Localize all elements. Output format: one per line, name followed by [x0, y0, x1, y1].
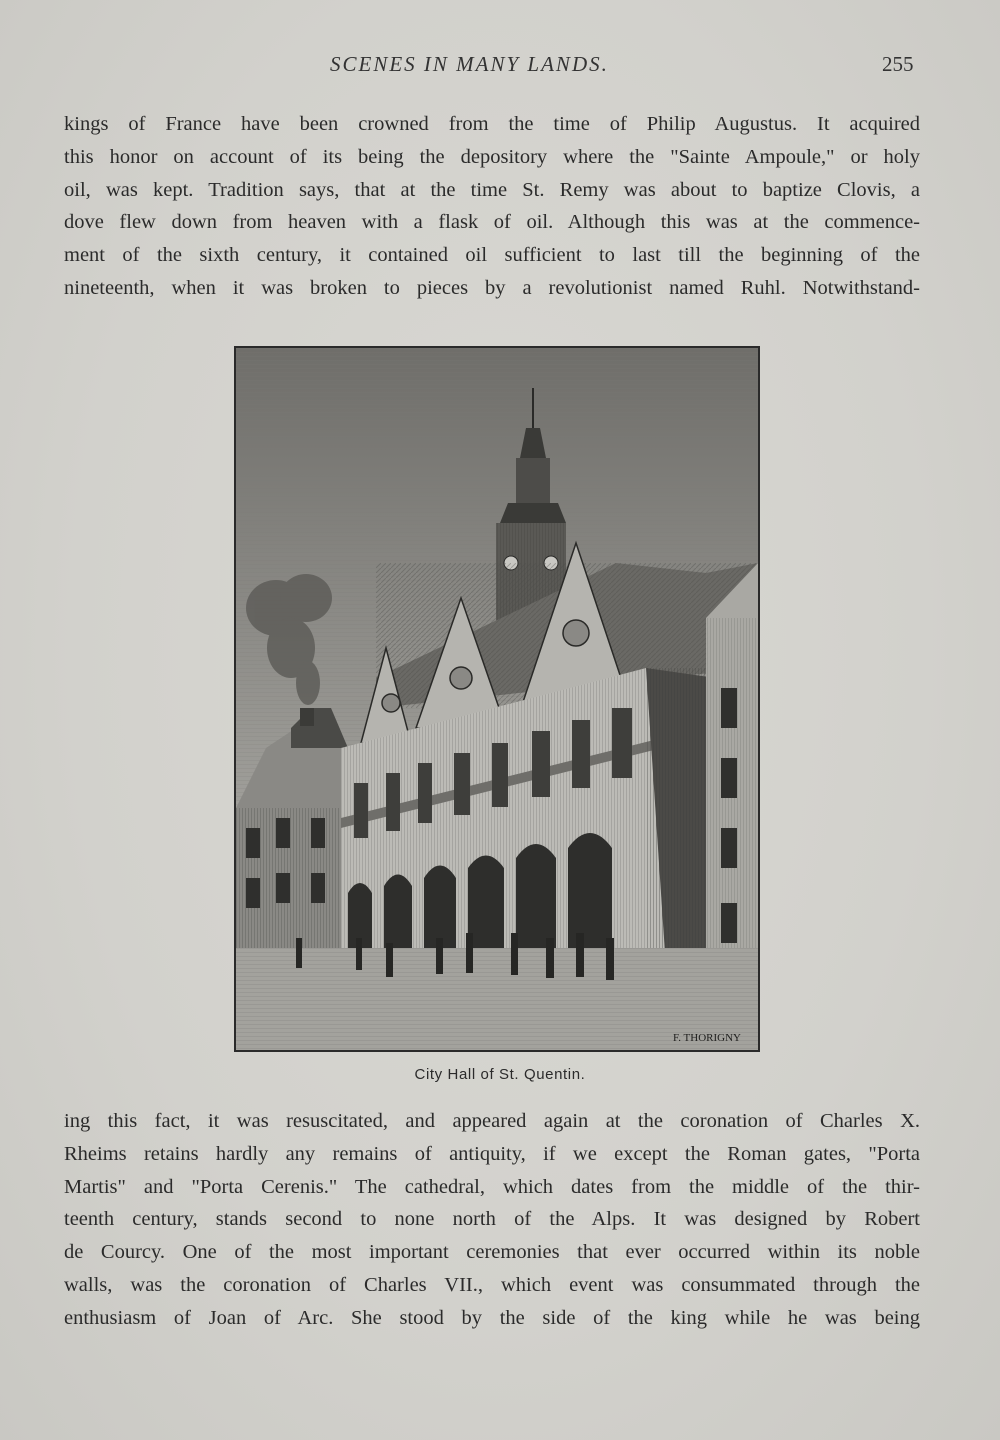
text-line: Rheims retains hardly any remains of antiquity, if we except the Roman gates, "Porta	[64, 1142, 920, 1165]
paragraph-top	[64, 108, 920, 305]
engraving-city-hall	[234, 346, 760, 1052]
figure-caption: City Hall of St. Quentin.	[414, 1066, 586, 1083]
text-line: oil, was kept. Tradition says, that at the time St. Remy was about to baptize Clovis, a	[64, 178, 920, 201]
text-line: enthusiasm of Joan of Arc. She stood by the side of the king while he was being	[64, 1306, 920, 1329]
paragraph-bottom	[64, 1105, 920, 1335]
running-title: SCENES IN MANY LANDS.	[330, 52, 609, 76]
text-line: this honor on account of its being the depository where the "Sainte Ampoule," or holy	[64, 145, 920, 168]
text-line: walls, was the coronation of Charles VII., which event was consummated through the	[64, 1273, 920, 1296]
text-line: de Courcy. One of the most important ceremonies that ever occurred within its noble	[64, 1241, 920, 1264]
text-line: dove flew down from heaven with a flask of oil. Although this was at the commence-	[64, 211, 920, 234]
text-line: nineteenth, when it was broken to pieces by a revolutionist named Ruhl. Notwithstand-	[64, 276, 920, 299]
running-head	[0, 52, 1000, 82]
engraver-signature: F. THORIGNY	[673, 1032, 741, 1044]
text-line: Martis" and "Porta Cerenis." The cathedral, which dates from the middle of the thir-	[64, 1175, 920, 1198]
right-building	[706, 563, 758, 958]
page-number: 255	[882, 52, 914, 76]
text-line: kings of France have been crowned from the time of Philip Augustus. It acquired	[64, 113, 920, 135]
text-line: ing this fact, it was resuscitated, and appeared again at the coronation of Charles X.	[64, 1110, 920, 1132]
engraving-illustration	[236, 348, 758, 1050]
text-line: teenth century, stands second to none north of the Alps. It was designed by Robert	[64, 1208, 920, 1231]
text-line: ment of the sixth century, it contained oil sufficient to last till the beginning of the	[64, 244, 920, 267]
